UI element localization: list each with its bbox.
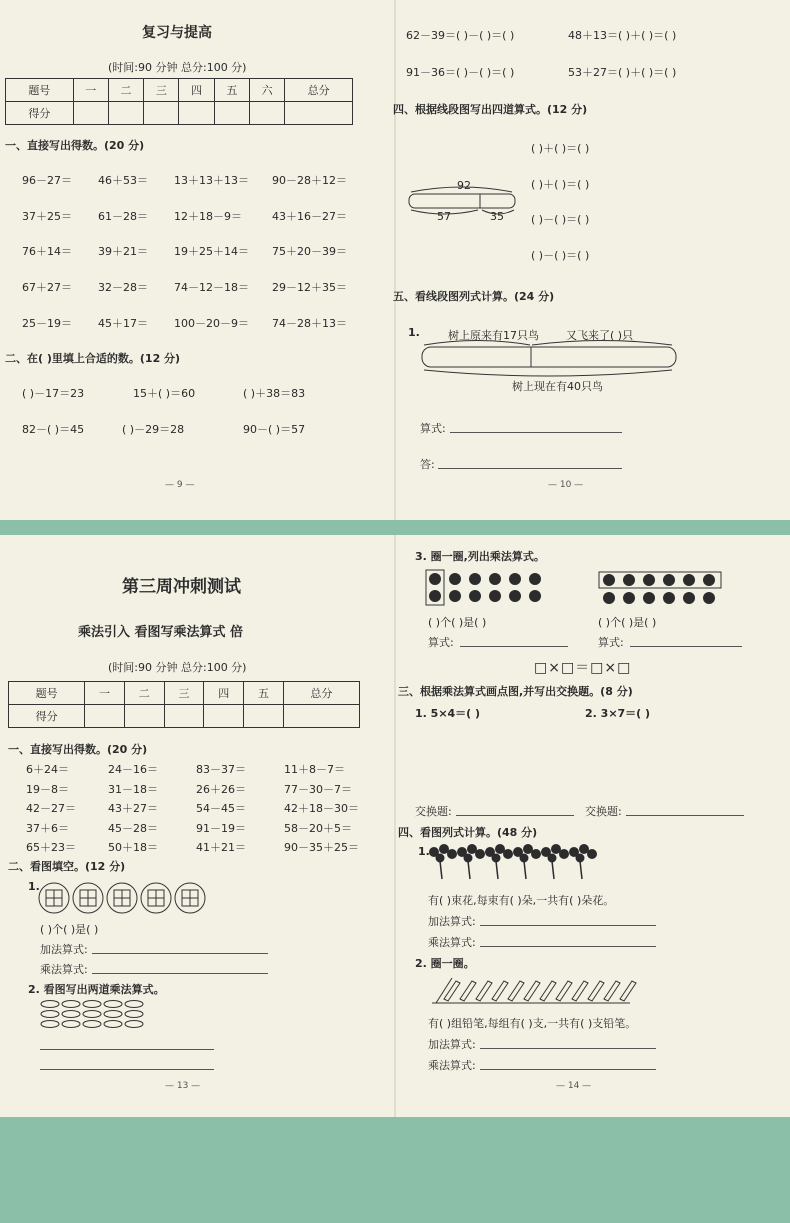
calc-item: 37＋25＝ <box>22 210 72 223</box>
page-number: — 13 — <box>165 1081 201 1091</box>
page9-score-table <box>5 78 353 125</box>
calc-item: 74－12－18＝ <box>174 281 249 294</box>
score-row-label: 得分 <box>6 102 74 125</box>
blank-equation: ( )＋( )＝( ) <box>531 178 590 191</box>
swap-line[interactable] <box>456 815 574 816</box>
fill-item: ( )＋38＝83 <box>243 387 306 400</box>
calc-item: 39＋21＝ <box>98 245 148 258</box>
fill-item: 90－( )＝57 <box>243 423 306 436</box>
question-number: 1. <box>418 845 430 858</box>
calc-item: 43＋27＝ <box>108 802 158 815</box>
calc-item: 45－28＝ <box>108 822 158 835</box>
calc-item: 90－35＋25＝ <box>284 841 359 854</box>
formula-label: 算式: <box>598 636 624 649</box>
calc-item: 29－12＋35＝ <box>272 281 347 294</box>
bird-original-label: 树上原来有17只鸟 <box>448 329 539 342</box>
calc-item: 100－20－9＝ <box>174 317 249 330</box>
page13-sec1: 一、直接写出得数。(20 分) <box>8 743 148 756</box>
top-spread <box>0 0 790 520</box>
calc-item: 83－37＝ <box>196 763 246 776</box>
calc-item: 77－30－7＝ <box>284 783 352 796</box>
page13-sec2: 二、看图填空。(12 分) <box>8 860 126 873</box>
calc-item: 46＋53＝ <box>98 174 148 187</box>
page9-time: (时间:90 分钟 总分:100 分) <box>108 61 247 74</box>
score-header: 题号 <box>6 79 74 102</box>
equation: 48＋13＝( )＋( )＝( ) <box>568 29 677 42</box>
swap-line[interactable] <box>626 815 744 816</box>
groups-fill: ( )个( )是( ) <box>598 616 657 629</box>
page-fold <box>394 0 396 520</box>
score-header: 二 <box>124 682 164 705</box>
page13-title: 第三周冲刺测试 <box>122 577 241 597</box>
page13-score-table <box>8 681 360 728</box>
calc-item: 31－18＝ <box>108 783 158 796</box>
dot-array-right <box>598 571 724 607</box>
page14-q3: 3. 圈一圈,列出乘法算式。 <box>415 550 545 563</box>
box-equation: □×□＝□×□ <box>534 660 632 676</box>
calc-item: 74－28＋13＝ <box>272 317 347 330</box>
mul-formula-label: 乘法算式: <box>428 1059 476 1072</box>
page14-q2: 2. 圈一圈。 <box>415 957 475 970</box>
calc-item: 32－28＝ <box>98 281 148 294</box>
answer-line[interactable] <box>40 1049 214 1050</box>
score-header: 五 <box>214 79 249 102</box>
score-header: 六 <box>250 79 285 102</box>
score-header: 三 <box>164 682 204 705</box>
formula-label: 算式: <box>420 422 446 435</box>
fill-item: 15＋( )＝60 <box>133 387 196 400</box>
equation: 53＋27＝( )＋( )＝( ) <box>568 66 677 79</box>
calc-item: 67＋27＝ <box>22 281 72 294</box>
mul-formula-line[interactable] <box>480 946 656 947</box>
formula-label: 算式: <box>428 636 454 649</box>
score-header: 总分 <box>285 79 353 102</box>
add-formula-label: 加法算式: <box>428 915 476 928</box>
add-formula-line[interactable] <box>92 953 268 954</box>
page13-time: (时间:90 分钟 总分:100 分) <box>108 661 247 674</box>
segment-left-label: 57 <box>437 210 451 223</box>
question-number: 1. <box>408 326 420 339</box>
blank-equation: ( )－( )＝( ) <box>531 249 590 262</box>
page10-sec5: 五、看线段图列式计算。(24 分) <box>393 290 555 303</box>
score-header: 二 <box>108 79 143 102</box>
flower-fill: 有( )束花,每束有( )朵,一共有( )朵花。 <box>428 894 615 907</box>
calc-item: 24－16＝ <box>108 763 158 776</box>
page9-sec2: 二、在( )里填上合适的数。(12 分) <box>5 352 181 365</box>
answer-label: 答: <box>420 458 435 471</box>
calc-item: 58－20＋5＝ <box>284 822 352 835</box>
add-formula-line[interactable] <box>480 1048 656 1049</box>
page13-q2: 2. 看图写出两道乘法算式。 <box>28 983 165 996</box>
page14-sec4: 四、看图列式计算。(48 分) <box>398 826 538 839</box>
segment-right-label: 35 <box>490 210 504 223</box>
answer-line[interactable] <box>438 468 622 469</box>
segment-total-label: 92 <box>457 179 471 192</box>
score-header: 四 <box>179 79 214 102</box>
add-formula-label: 加法算式: <box>40 943 88 956</box>
mul-formula-line[interactable] <box>92 973 268 974</box>
swap-label: 交换题: <box>585 805 622 818</box>
circle-groups <box>38 882 208 916</box>
calc-item: 90－28＋12＝ <box>272 174 347 187</box>
calc-item: 25－19＝ <box>22 317 72 330</box>
page-number: — 10 — <box>548 480 584 490</box>
calc-item: 42＋18－30＝ <box>284 802 359 815</box>
calc-item: 19－8＝ <box>26 783 69 796</box>
calc-item: 61－28＝ <box>98 210 148 223</box>
flower-bunches <box>426 843 596 883</box>
page-fold <box>394 535 396 1117</box>
swap-label: 交换题: <box>415 805 452 818</box>
add-formula-line[interactable] <box>480 925 656 926</box>
mul-formula-label: 乘法算式: <box>428 936 476 949</box>
add-formula-label: 加法算式: <box>428 1038 476 1051</box>
blank-equation: ( )＋( )＝( ) <box>531 142 590 155</box>
bird-segment-diagram <box>420 338 680 380</box>
bottom-spread <box>0 535 790 1117</box>
exchange-question: 1. 5×4＝( ) <box>415 707 481 720</box>
groups-fill: ( )个( )是( ) <box>40 923 99 936</box>
score-header: 题号 <box>9 682 85 705</box>
exchange-question: 2. 3×7＝( ) <box>585 707 651 720</box>
groups-fill: ( )个( )是( ) <box>428 616 487 629</box>
calc-item: 26＋26＝ <box>196 783 246 796</box>
calc-item: 43＋16－27＝ <box>272 210 347 223</box>
calc-item: 65＋23＝ <box>26 841 76 854</box>
calc-item: 96－27＝ <box>22 174 72 187</box>
answer-line[interactable] <box>40 1069 214 1070</box>
calc-item: 19＋25＋14＝ <box>174 245 249 258</box>
calc-item: 54－45＝ <box>196 802 246 815</box>
page9-title: 复习与提高 <box>142 25 212 41</box>
calc-item: 6＋24＝ <box>26 763 69 776</box>
fill-item: ( )－29＝28 <box>122 423 185 436</box>
page13-subtitle: 乘法引入 看图写乘法算式 倍 <box>78 625 244 640</box>
score-header: 总分 <box>283 682 359 705</box>
formula-line[interactable] <box>450 432 622 433</box>
pencil-row <box>430 977 640 1005</box>
formula-line[interactable] <box>630 646 742 647</box>
question-number: 1. <box>28 880 40 893</box>
score-header: 一 <box>85 682 125 705</box>
formula-line[interactable] <box>460 646 568 647</box>
calc-item: 11＋8－7＝ <box>284 763 345 776</box>
calc-item: 45＋17＝ <box>98 317 148 330</box>
calc-item: 91－19＝ <box>196 822 246 835</box>
bird-more-label: 又飞来了( )只 <box>566 329 634 342</box>
page-number: — 9 — <box>165 480 195 490</box>
equation: 91－36＝( )－( )＝( ) <box>406 66 515 79</box>
score-row-label: 得分 <box>9 705 85 728</box>
score-header: 三 <box>144 79 179 102</box>
page-number: — 14 — <box>556 1081 592 1091</box>
calc-item: 41＋21＝ <box>196 841 246 854</box>
score-header: 一 <box>73 79 108 102</box>
calc-item: 13＋13＋13＝ <box>174 174 249 187</box>
score-header: 五 <box>244 682 284 705</box>
fill-item: 82－( )＝45 <box>22 423 85 436</box>
calc-item: 42－27＝ <box>26 802 76 815</box>
equation: 62－39＝( )－( )＝( ) <box>406 29 515 42</box>
calc-item: 50＋18＝ <box>108 841 158 854</box>
ellipse-groups <box>40 1000 148 1028</box>
mul-formula-line[interactable] <box>480 1069 656 1070</box>
page9-sec1: 一、直接写出得数。(20 分) <box>5 139 145 152</box>
pencil-fill: 有( )组铅笔,每组有( )支,一共有( )支铅笔。 <box>428 1017 637 1030</box>
page10-sec4: 四、根据线段图写出四道算式。(12 分) <box>393 103 588 116</box>
fill-item: ( )－17＝23 <box>22 387 85 400</box>
score-header: 四 <box>204 682 244 705</box>
calc-item: 12＋18－9＝ <box>174 210 242 223</box>
calc-item: 37＋6＝ <box>26 822 69 835</box>
bird-now-label: 树上现在有40只鸟 <box>512 380 603 393</box>
mul-formula-label: 乘法算式: <box>40 963 88 976</box>
calc-item: 75＋20－39＝ <box>272 245 347 258</box>
dot-array-left <box>425 569 545 607</box>
calc-item: 76＋14＝ <box>22 245 72 258</box>
page14-sec3: 三、根据乘法算式画点图,并写出交换题。(8 分) <box>398 685 633 698</box>
blank-equation: ( )－( )＝( ) <box>531 213 590 226</box>
